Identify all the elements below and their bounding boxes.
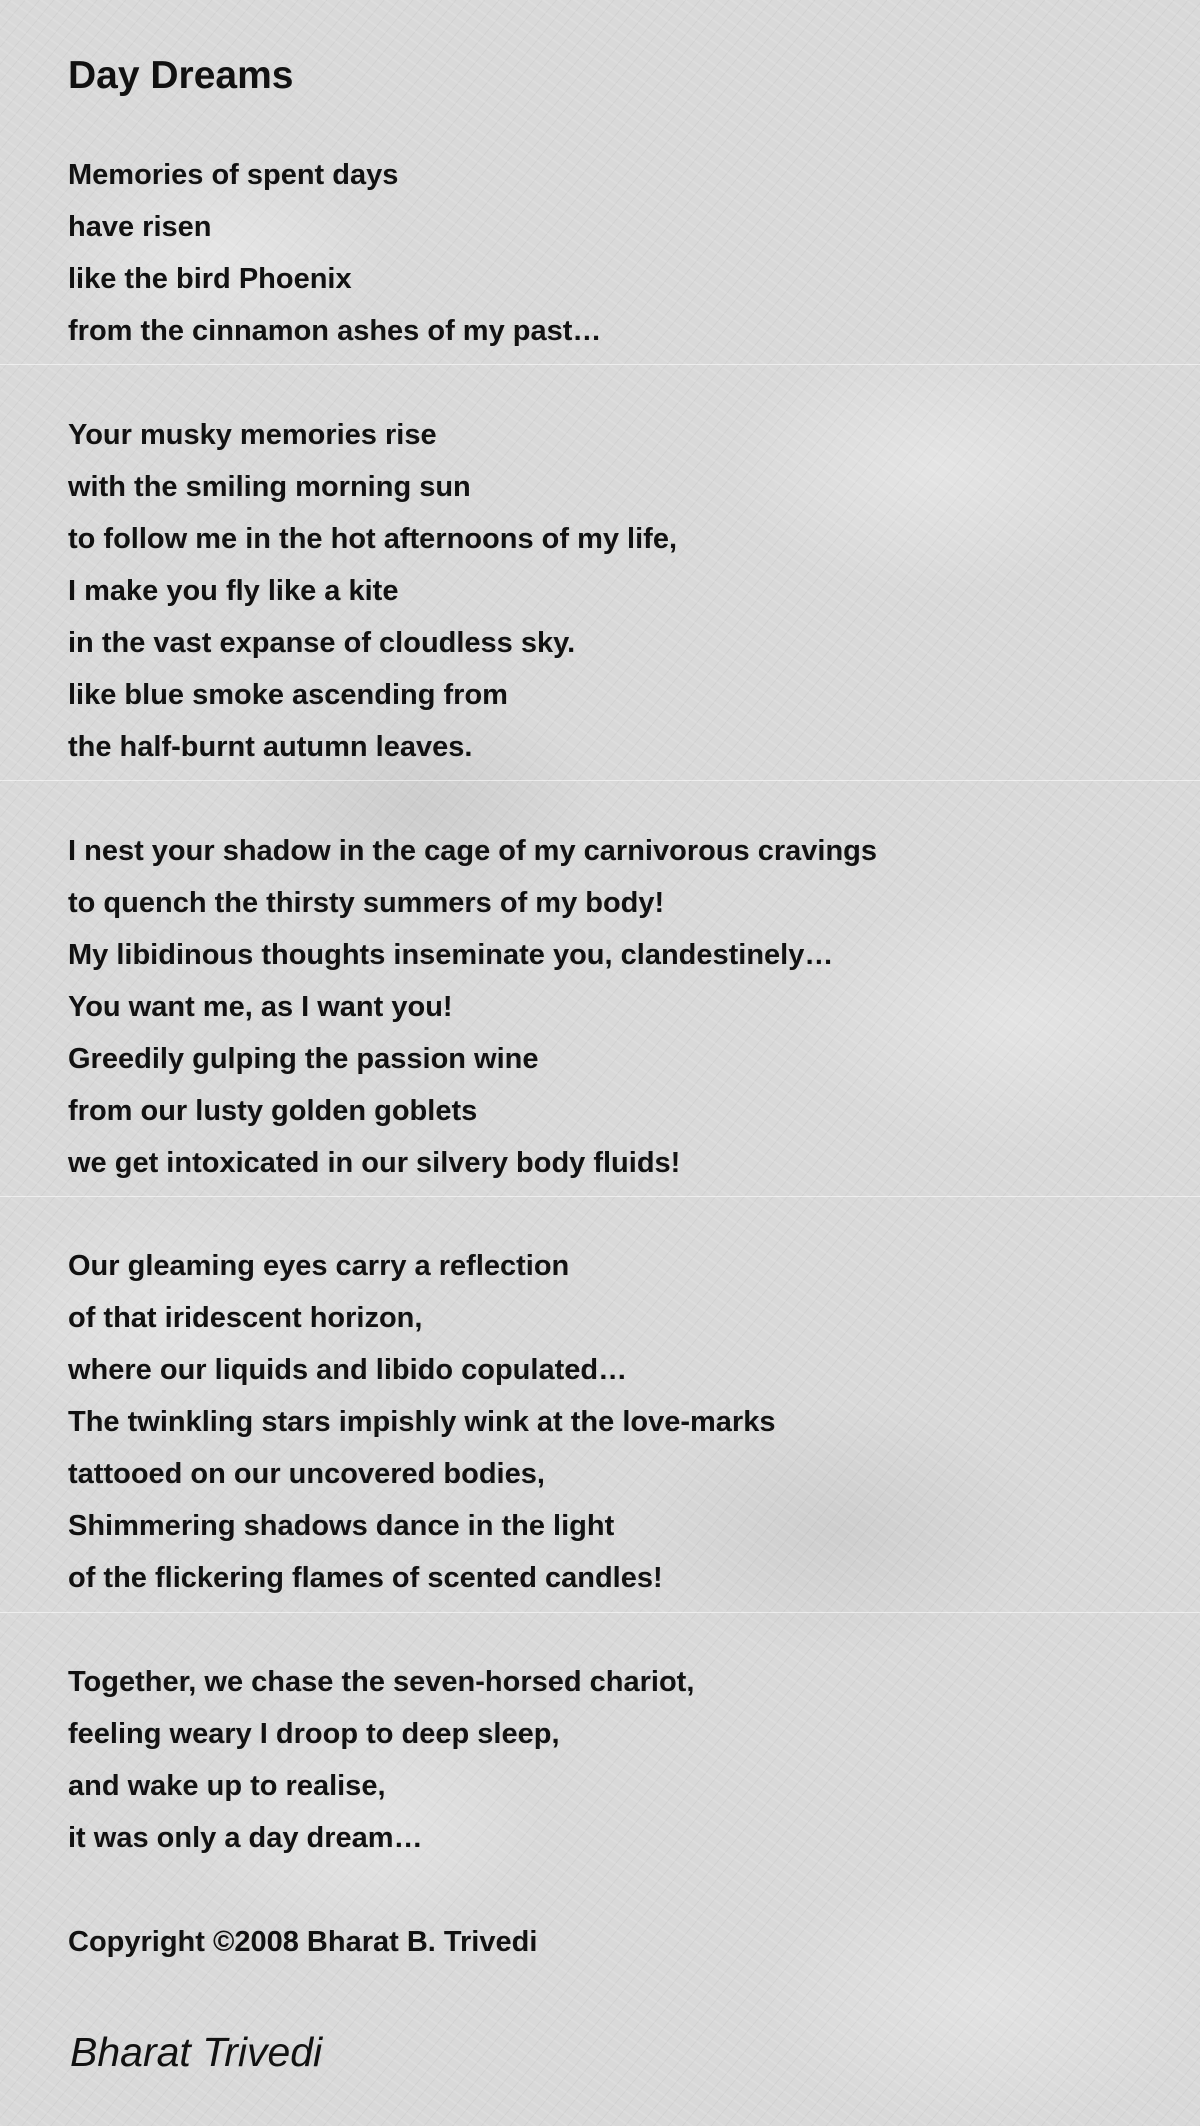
poem-line: Together, we chase the seven-horsed chariot,	[68, 1666, 695, 1698]
poem-line: of that iridescent horizon,	[68, 1302, 423, 1334]
poem-line: the half-burnt autumn leaves.	[68, 731, 473, 763]
poem-line: of the flickering flames of scented candles!	[68, 1562, 663, 1594]
poem-line: Our gleaming eyes carry a reflection	[68, 1250, 570, 1282]
poem-line: Your musky memories rise	[68, 419, 437, 451]
author-name: Bharat Trivedi	[70, 2029, 323, 2075]
stanza-4	[68, 1240, 775, 1604]
poem-line: it was only a day dream…	[68, 1822, 423, 1854]
poem-line: I nest your shadow in the cage of my carnivorous cravings	[68, 835, 877, 867]
poem-line: Greedily gulping the passion wine	[68, 1043, 539, 1075]
stanza-2	[68, 409, 677, 773]
poem-line: feeling weary I droop to deep sleep,	[68, 1718, 560, 1750]
poem-line: You want me, as I want you!	[68, 991, 453, 1023]
poem-line: The twinkling stars impishly wink at the love-marks	[68, 1406, 776, 1438]
stanza-5	[68, 1656, 694, 1864]
poem-line: Shimmering shadows dance in the light	[68, 1510, 615, 1542]
poem-line: Memories of spent days	[68, 159, 399, 191]
background-band-divider	[0, 1612, 1200, 1613]
background-band-divider	[0, 780, 1200, 781]
stanza-1	[68, 149, 601, 357]
poem-line: like the bird Phoenix	[68, 263, 352, 295]
poem-line: tattooed on our uncovered bodies,	[68, 1458, 545, 1490]
poem-line: to follow me in the hot afternoons of my life,	[68, 523, 677, 555]
poem-line: like blue smoke ascending from	[68, 679, 508, 711]
background-band-divider	[0, 1196, 1200, 1197]
background-band-divider	[0, 364, 1200, 365]
poem-line: My libidinous thoughts inseminate you, clandestinely…	[68, 939, 834, 971]
poem-title: Day Dreams	[68, 54, 294, 97]
copyright-notice: Copyright ©2008 Bharat B. Trivedi	[68, 1926, 538, 1958]
poem-line: to quench the thirsty summers of my body!	[68, 887, 665, 919]
poem-line: in the vast expanse of cloudless sky.	[68, 627, 576, 659]
poem-line: we get intoxicated in our silvery body fluids!	[68, 1147, 681, 1179]
stanza-3	[68, 825, 877, 1189]
poem-line: I make you fly like a kite	[68, 575, 399, 607]
poem-line: from our lusty golden goblets	[68, 1095, 478, 1127]
poem-line: with the smiling morning sun	[68, 471, 471, 503]
poem-line: and wake up to realise,	[68, 1770, 386, 1802]
poem-line: have risen	[68, 211, 212, 243]
poem-line: where our liquids and libido copulated…	[68, 1354, 628, 1386]
poem-line: from the cinnamon ashes of my past…	[68, 315, 602, 347]
